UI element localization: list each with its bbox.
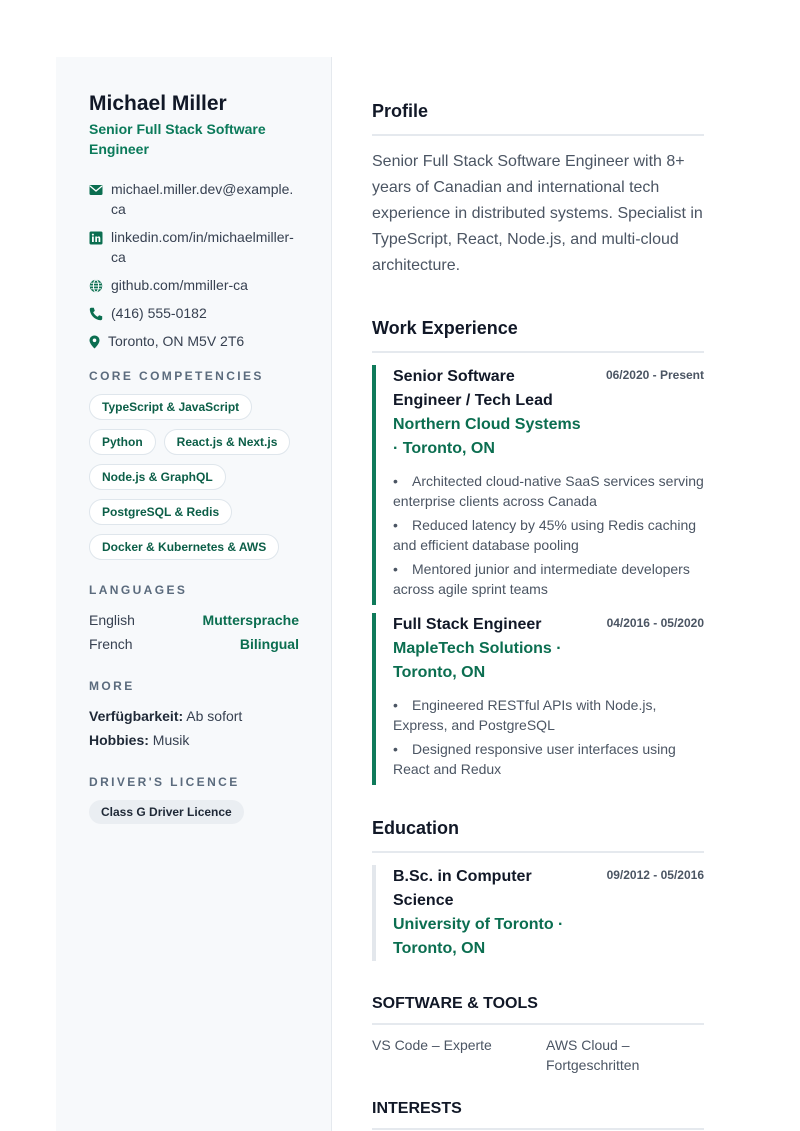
language-level: Muttersprache bbox=[202, 612, 299, 628]
envelope-icon bbox=[89, 182, 103, 196]
availability-value: Ab sofort bbox=[186, 708, 243, 724]
education-heading: Education bbox=[372, 815, 704, 853]
experience-section bbox=[372, 315, 704, 785]
entry-header bbox=[393, 865, 704, 961]
software-section bbox=[372, 993, 704, 1075]
hobbies-row bbox=[89, 728, 299, 752]
entry-title-block bbox=[393, 613, 573, 685]
hobbies-value: Musik bbox=[152, 732, 190, 748]
entry-title-block bbox=[393, 365, 583, 461]
contact-location bbox=[89, 331, 299, 351]
licence-chip: Class G Driver Licence bbox=[89, 800, 244, 824]
interests-heading: INTERESTS bbox=[372, 1098, 704, 1130]
bullet-item: • Architected cloud-native SaaS services serving enterprise clients across Canada bbox=[393, 471, 704, 511]
tool-item: AWS Cloud – Fortgeschritten bbox=[546, 1037, 640, 1073]
job-company: Northern Cloud Systems · Toronto, ON bbox=[393, 416, 581, 457]
language-name: English bbox=[89, 612, 135, 628]
profile-text: Senior Full Stack Software Engineer with 8+ years of Canadian and international tech experience in distributed systems. Specialist in TypeScript, React, Node.js, and multi-cloud architecture. bbox=[372, 153, 703, 274]
language-row bbox=[89, 608, 299, 632]
language-row bbox=[89, 632, 299, 656]
education-section bbox=[372, 815, 704, 961]
languages-list bbox=[89, 608, 299, 656]
email-text: michael.miller.dev@example.ca bbox=[111, 181, 294, 217]
job-bullets bbox=[393, 471, 704, 605]
competencies-chips bbox=[89, 394, 304, 560]
entry-header bbox=[393, 613, 704, 685]
language-name: French bbox=[89, 636, 133, 652]
bullet-item: • Engineered RESTful APIs with Node.js, Express, and PostgreSQL bbox=[393, 695, 704, 735]
competencies-label: CORE COMPETENCIES bbox=[89, 369, 264, 383]
job-company: MapleTech Solutions · Toronto, ON bbox=[393, 640, 562, 681]
languages-label: LANGUAGES bbox=[89, 583, 188, 597]
interests-section bbox=[372, 1098, 704, 1130]
education-date: 09/2012 - 05/2016 bbox=[606, 868, 704, 882]
language-level: Bilingual bbox=[239, 636, 299, 652]
tool-item: VS Code – Experte bbox=[372, 1037, 492, 1053]
competency-chip: Python bbox=[89, 429, 156, 455]
candidate-name: Michael Miller bbox=[89, 92, 227, 115]
job-date: 06/2020 - Present bbox=[605, 368, 704, 382]
job-title: Full Stack Engineer bbox=[393, 616, 542, 633]
competency-chip: Docker & Kubernetes & AWS bbox=[89, 534, 279, 560]
job-bullets bbox=[393, 695, 704, 785]
contact-linkedin[interactable] bbox=[89, 227, 299, 267]
globe-icon bbox=[89, 278, 103, 292]
degree-title: B.Sc. in Computer Science bbox=[393, 868, 532, 909]
more-details bbox=[89, 704, 299, 752]
bullet-item: • Designed responsive user interfaces using React and Redux bbox=[393, 739, 704, 779]
job-title: Senior Software Engineer / Tech Lead bbox=[393, 368, 553, 409]
linkedin-text: linkedin.com/in/michaelmiller-ca bbox=[111, 229, 294, 265]
location-text: Toronto, ON M5V 2T6 bbox=[108, 333, 245, 349]
experience-entry bbox=[372, 613, 704, 785]
experience-entry bbox=[372, 365, 704, 605]
competency-chip: Node.js & GraphQL bbox=[89, 464, 226, 490]
experience-heading: Work Experience bbox=[372, 315, 704, 353]
linkedin-icon bbox=[89, 230, 103, 244]
contact-list bbox=[89, 179, 299, 351]
phone-icon bbox=[89, 306, 103, 320]
entry-title-block bbox=[393, 865, 573, 961]
competency-chip: PostgreSQL & Redis bbox=[89, 499, 232, 525]
hobbies-label: Hobbies: bbox=[89, 732, 149, 748]
profile-heading: Profile bbox=[372, 98, 704, 136]
candidate-role: Senior Full Stack Software Engineer bbox=[89, 121, 266, 157]
contact-github[interactable] bbox=[89, 275, 299, 295]
map-pin-icon bbox=[89, 334, 100, 348]
competency-chip: TypeScript & JavaScript bbox=[89, 394, 252, 420]
bullet-item: • Reduced latency by 45% using Redis caching and efficient database pooling bbox=[393, 515, 704, 555]
tools-list bbox=[372, 1035, 704, 1075]
phone-text: (416) 555-0182 bbox=[111, 305, 207, 321]
competency-chip: React.js & Next.js bbox=[164, 429, 291, 455]
software-heading: SOFTWARE & TOOLS bbox=[372, 993, 704, 1025]
profile-section bbox=[372, 98, 704, 279]
sidebar bbox=[56, 57, 332, 1131]
school-name: University of Toronto · Toronto, ON bbox=[393, 916, 564, 957]
more-label: MORE bbox=[89, 679, 135, 693]
job-date: 04/2016 - 05/2020 bbox=[606, 616, 704, 630]
education-entry bbox=[372, 865, 704, 961]
availability-row bbox=[89, 704, 299, 728]
licence-label: DRIVER'S LICENCE bbox=[89, 775, 240, 789]
contact-phone[interactable] bbox=[89, 303, 299, 323]
main-content bbox=[372, 98, 704, 1130]
github-text: github.com/mmiller-ca bbox=[111, 277, 248, 293]
bullet-item: • Mentored junior and intermediate developers across agile sprint teams bbox=[393, 559, 704, 599]
entry-header bbox=[393, 365, 704, 461]
availability-label: Verfügbarkeit: bbox=[89, 708, 184, 724]
contact-email[interactable] bbox=[89, 179, 299, 219]
